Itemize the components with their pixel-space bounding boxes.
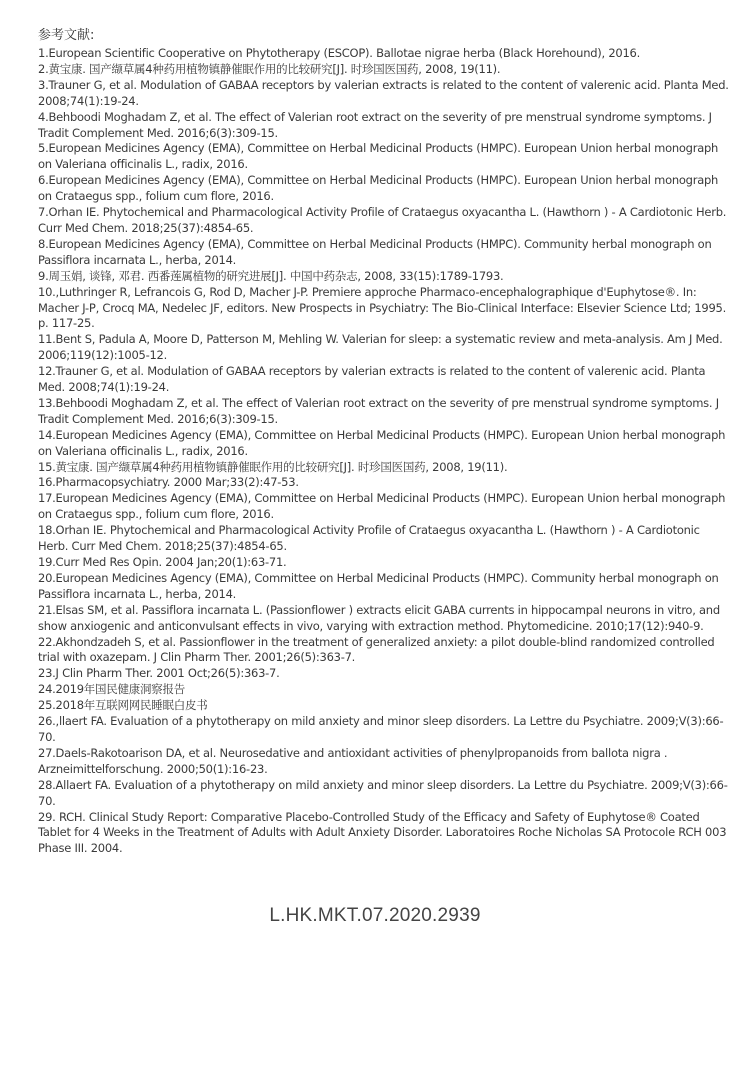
reference-item: 12.Trauner G, et al. Modulation of GABAA receptors by valerian extracts is related to the content of valerenic acid. Planta Med. 2008;74(1):19-24. [38,364,706,395]
reference-item: 25.2018年互联网网民睡眠白皮书 [38,698,208,713]
reference-item: 5.European Medicines Agency (EMA), Committee on Herbal Medicinal Products (HMPC). European Union herbal monograph on Valeriana officinalis L., radix, 2016. [38,141,719,172]
reference-item: 15.黄宝康. 国产缬草属4种药用植物镇静催眠作用的比较研究[J]. 时珍国医国药, 2008, 19(11). [38,459,508,474]
references-heading: 参考文献: [38,28,95,43]
reference-item: 22.Akhondzadeh S, et al. Passionflower in the treatment of generalized anxiety: a pilot double-blind randomized controlled trial with oxazepam. J Clin Pharm Ther. 2001;26(5):363-7. [38,634,715,665]
reference-item: 28.Allaert FA. Evaluation of a phytotherapy on mild anxiety and minor sleep disorders. La Lettre du Psychiatre. 2009;V(3):66-70. [38,777,728,808]
reference-item: 21.Elsas SM, et al. Passiflora incarnata L. (Passionflower ) extracts elicit GABA currents in hippocampal neurons in vitro, and show anxiogenic and anticonvulsant effects in vivo, varying with extraction method. Phytomedicine. 2010;17(12):940-9. [38,602,720,633]
reference-item: 23.J Clin Pharm Ther. 2001 Oct;26(5):363-7. [38,666,280,681]
reference-item: 9.周玉娟, 谈锋, 邓君. 西番莲属植物的研究进展[J]. 中国中药杂志, 2008, 33(15):1789-1793. [38,268,504,283]
reference-item: 29. RCH. Clinical Study Report: Comparative Placebo-Controlled Study of the Efficacy and Safety of Euphytose® Coated Tablet for 4 Weeks in the Treatment of Adults with Adult Anxiety Disorder. Laboratoires Roche Nicholas SA Protocole RCH 003 Phase III. 2004. [38,809,727,856]
reference-item: 14.European Medicines Agency (EMA), Committee on Herbal Medicinal Products (HMPC). European Union herbal monograph on Valeriana officinalis L., radix, 2016. [38,427,726,458]
reference-item: 2.黄宝康. 国产缬草属4种药用植物镇静催眠作用的比较研究[J]. 时珍国医国药, 2008, 19(11). [38,61,501,76]
reference-item: 27.Daels-Rakotoarison DA, et al. Neurosedative and antioxidant activities of phenylpropanoids from ballota nigra . Arzneimittelforschung. 2000;50(1):16-23. [38,745,668,776]
reference-item: 16.Pharmacopsychiatry. 2000 Mar;33(2):47-53. [38,475,299,490]
reference-item: 26.,llaert FA. Evaluation of a phytotherapy on mild anxiety and minor sleep disorders. La Lettre du Psychiatre. 2009;V(3):66-70. [38,714,724,744]
reference-item: 11.Bent S, Padula A, Moore D, Patterson M, Mehling W. Valerian for sleep: a systematic review and meta-analysis. Am J Med. 2006;119(12):1005-12. [38,332,723,363]
reference-item: 8.European Medicines Agency (EMA), Committee on Herbal Medicinal Products (HMPC). Community herbal monograph on Passiflora incarnata L., herba, 2014. [38,236,712,267]
reference-item: 7.Orhan IE. Phytochemical and Pharmacological Activity Profile of Crataegus oxyacantha L. (Hawthorn ) - A Cardiotonic Herb. Curr Med Chem. 2018;25(37):4854-65. [38,205,727,235]
reference-item: 10.,Luthringer R, Lefrancois G, Rod D, Macher J-P. Premiere approche Pharmaco-encephalographique d'Euphytose®. In: Macher J-P, Crocq MA, Nedelec JF, editors. New Prospects in Psychiatry: The Bio-Clinical Interface: Elsevier Science Ltd; 1995. p. 117-25. [38,284,726,331]
reference-item: 17.European Medicines Agency (EMA), Committee on Herbal Medicinal Products (HMPC). European Union herbal monograph on Crataegus spp., folium cum flore, 2016. [38,491,726,522]
references-page [38,27,733,857]
reference-item: 1.European Scientific Cooperative on Phytotherapy (ESCOP). Ballotae nigrae herba (Black Horehound), 2016. [38,46,641,60]
reference-item: 3.Trauner G, et al. Modulation of GABAA receptors by valerian extracts is related to the content of valerenic acid. Planta Med. 2008;74(1):19-24. [38,77,729,108]
reference-item: 4.Behboodi Moghadam Z, et al. The effect of Valerian root extract on the severity of pre menstrual syndrome symptoms. J Tradit Complement Med. 2016;6(3):309-15. [38,109,712,140]
reference-item: 13.Behboodi Moghadam Z, et al. The effect of Valerian root extract on the severity of pre menstrual syndrome symptoms. J Tradit Complement Med. 2016;6(3):309-15. [38,395,719,426]
reference-item: 6.European Medicines Agency (EMA), Committee on Herbal Medicinal Products (HMPC). European Union herbal monograph on Crataegus spp., folium cum flore, 2016. [38,173,719,204]
reference-list [38,46,733,857]
reference-item: 19.Curr Med Res Opin. 2004 Jan;20(1):63-71. [38,555,287,569]
document-code: L.HK.MKT.07.2020.2939 [269,905,481,926]
reference-item: 24.2019年国民健康洞察报告 [38,682,186,697]
reference-item: 20.European Medicines Agency (EMA), Committee on Herbal Medicinal Products (HMPC). Community herbal monograph on Passiflora incarnata L., herba, 2014. [38,570,719,601]
reference-item: 18.Orhan IE. Phytochemical and Pharmacological Activity Profile of Crataegus oxyacantha L. (Hawthorn ) - A Cardiotonic Herb. Curr Med Chem. 2018;25(37):4854-65. [38,523,700,554]
